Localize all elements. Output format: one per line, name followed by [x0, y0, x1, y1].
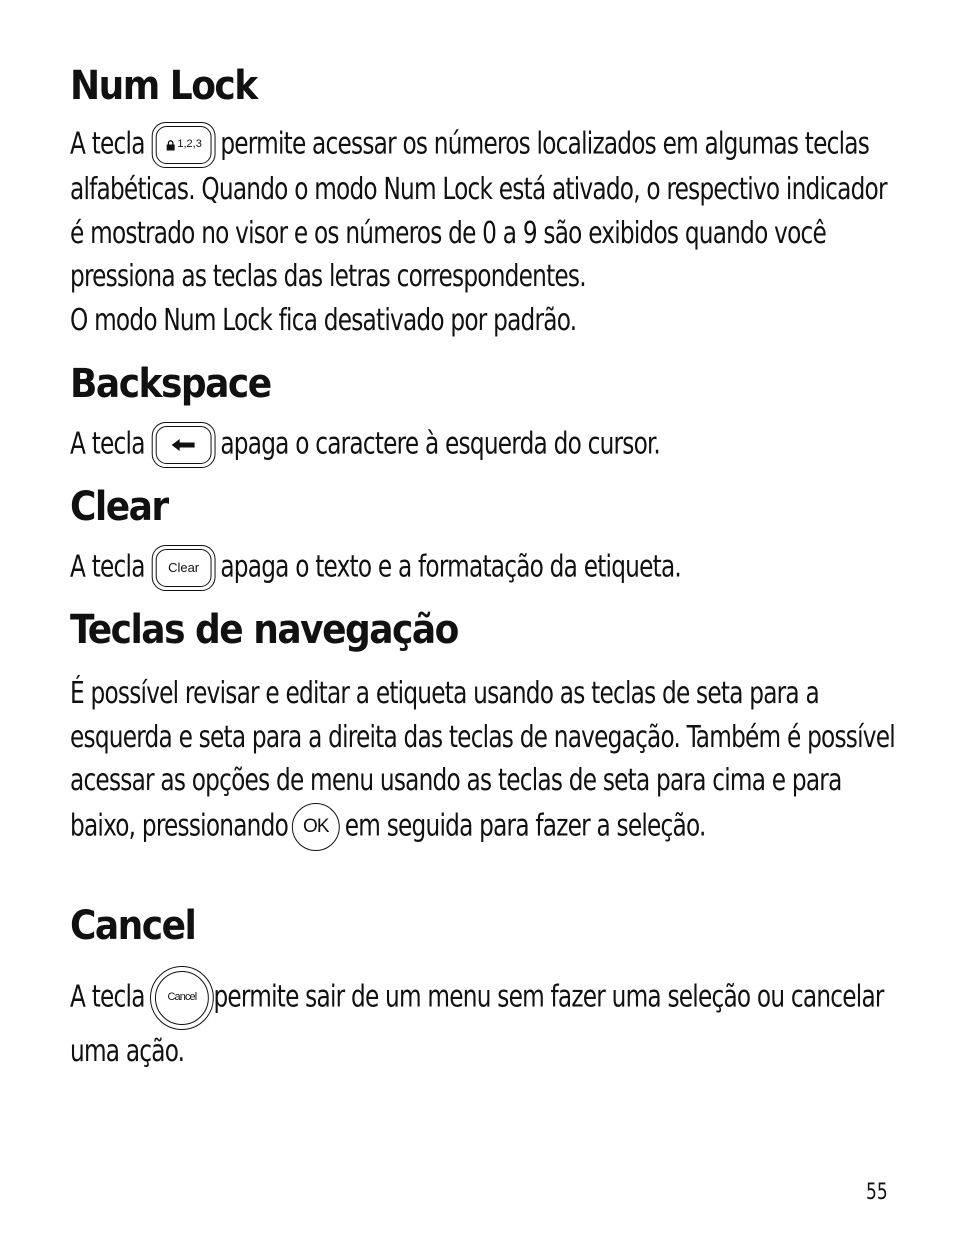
section-backspace	[70, 361, 756, 468]
section-heading: Num Lock	[70, 63, 257, 109]
section-paragraph: A tecla apaga o caractere à esquerda do cursor.	[70, 422, 754, 468]
page-number: 55	[866, 1180, 888, 1205]
section-cancel	[70, 903, 900, 1074]
cancel-key: Cancel	[150, 966, 214, 1030]
section-clear	[70, 484, 780, 591]
section-heading: Clear	[70, 484, 168, 530]
section-navigation-keys	[70, 607, 900, 851]
clear-key: Clear	[152, 545, 216, 591]
section-heading: Cancel	[70, 903, 196, 949]
lock-icon	[165, 140, 175, 151]
arrow-left-icon	[170, 438, 196, 452]
backspace-key	[152, 422, 216, 468]
section-paragraph: A tecla Clear apaga o texto e a formatação da etiqueta.	[70, 545, 779, 591]
section-num-lock	[70, 63, 900, 342]
num-lock-key: 1,2,3	[152, 122, 216, 168]
section-paragraph: A tecla Cancel permite sair de um menu sem fazer uma seleção ou cancelar uma ação.	[70, 966, 898, 1074]
ok-key: OK	[291, 803, 339, 851]
section-paragraph: É possível revisar e editar a etiqueta usando as teclas de seta para a esquerda e seta para a direita das teclas de navegação. Também é possível acessar as opções de menu usando as teclas de seta para cima e para baixo, pressionando OK em seguida para fazer a seleção.	[70, 672, 898, 851]
section-heading: Teclas de navegação	[70, 607, 458, 653]
section-paragraph: A tecla 1,2,3 permite acessar os números localizados em algumas teclas alfabéticas. Quando o modo Num Lock está ativado, o respectivo indicador é mostrado no visor e os números de 0 a 9 são exibidos quando você pressiona as teclas das letras correspondentes. O modo Num Lock fica desativado por padrão.	[70, 122, 898, 342]
section-heading: Backspace	[70, 361, 271, 407]
